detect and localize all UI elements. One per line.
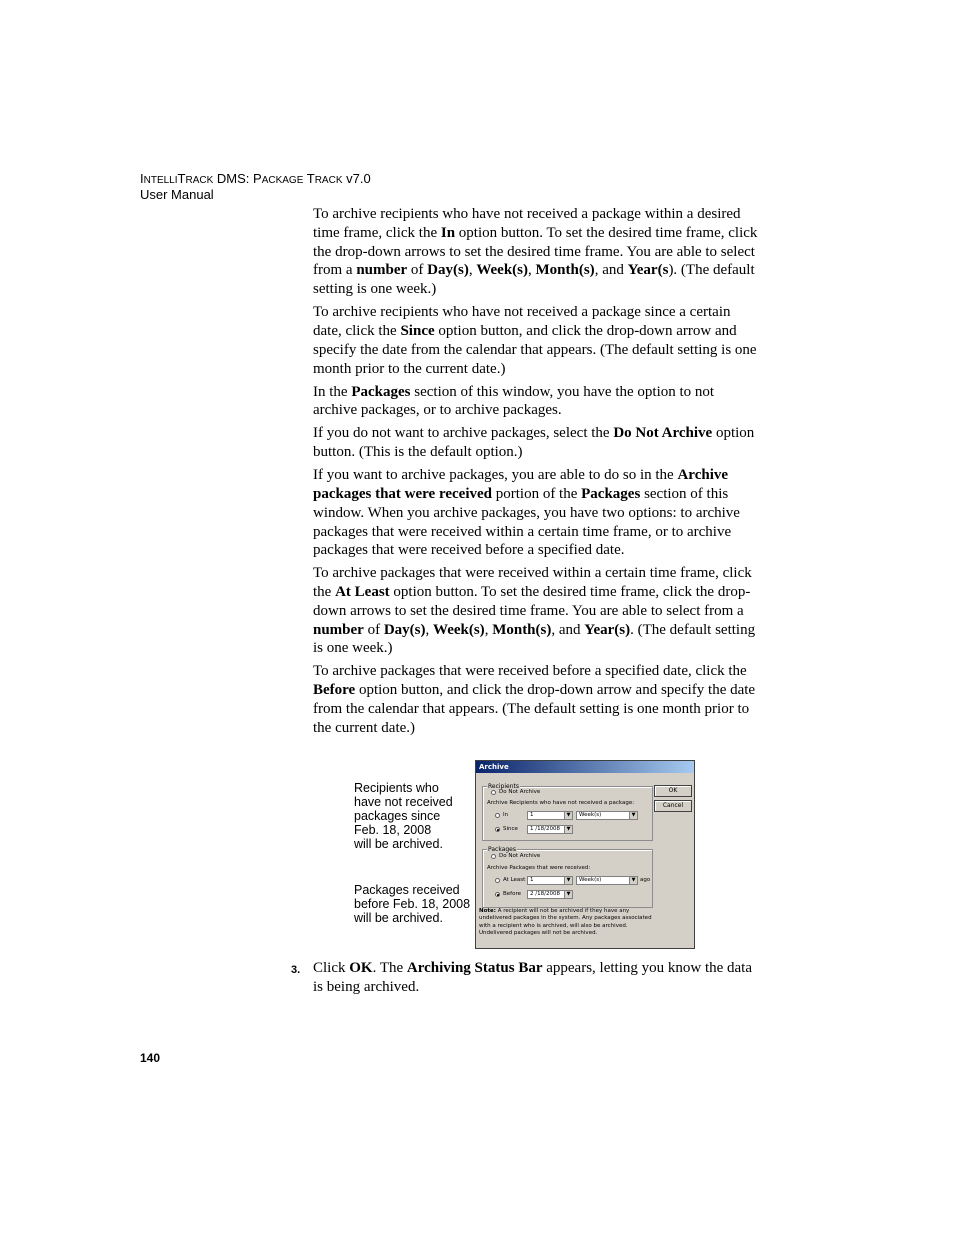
do-not-archive-packages-radio[interactable] bbox=[491, 854, 496, 859]
before-date-select[interactable]: 2 /18/2008 ▼ bbox=[527, 890, 573, 899]
page-number: 140 bbox=[140, 1051, 161, 1065]
dialog-note: Note: A recipient will not be archived if they have any undelivered packages in the system. Any packages associated with a recipient who is archived, will also be archived. Undelivered packages will not be archived. bbox=[479, 908, 652, 937]
before-radio[interactable] bbox=[495, 892, 500, 897]
in-radio[interactable] bbox=[495, 813, 500, 818]
since-date-select[interactable]: 1 /18/2008 ▼ bbox=[527, 825, 573, 834]
do-not-archive-radio[interactable] bbox=[491, 790, 496, 795]
paragraph: If you want to archive packages, you are able to do so in the Archive packages that were received portion of the Packages section of this window. When you archive packages, you have two options: to archive packages that were received within a certain time frame, or to archive packages that were received before a specified date. bbox=[313, 467, 740, 559]
paragraph: To archive packages that were received within a certain time frame, click the At Least option button. To set the desired time frame, click the drop-down arrows to set the desired time frame. You are able to select from a number of Day(s), Week(s), Month(s), and Year(s). (The default setting is one week.) bbox=[313, 565, 756, 657]
paragraph: If you do not want to archive packages, select the Do Not Archive option button. (This is the default option.) bbox=[313, 425, 755, 461]
paragraph: To archive packages that were received before a specified date, click the Before option button, and click the drop-down arrow and specify the date from the calendar that appears. (The default setting is one month prior to the current date.) bbox=[313, 663, 756, 736]
step-text: Click OK. The Archiving Status Bar appears, letting you know the data is being archived. bbox=[313, 960, 753, 995]
paragraph: To archive recipients who have not received a package since a certain date, click the Since option button, and click the drop-down arrow and specify the date from the calendar that appears. (The default setting is one month prior to the current date.) bbox=[313, 304, 757, 377]
in-unit-select[interactable]: Week(s) ▼ bbox=[576, 811, 638, 820]
recipients-group: Recipients Do Not Archive Archive Recipients who have not received a package: In 1 ▼ Week(s) ▼ Since 1 /18/2008 ▼ bbox=[482, 786, 653, 841]
running-header-title: INTELLITRACK DMS: PACKAGE TRACK v7.0 bbox=[140, 171, 371, 186]
body-text bbox=[313, 205, 758, 742]
cancel-button[interactable]: Cancel bbox=[654, 800, 692, 812]
ok-button[interactable]: OK bbox=[654, 785, 692, 797]
dialog-title: Archive bbox=[476, 761, 694, 773]
at-least-number-select[interactable]: 1 ▼ bbox=[527, 876, 573, 885]
since-radio[interactable] bbox=[495, 827, 500, 832]
at-least-radio[interactable] bbox=[495, 878, 500, 883]
paragraph: In the Packages section of this window, you have the option to not archive packages, or to archive packages. bbox=[313, 383, 715, 419]
running-header-subtitle: User Manual bbox=[140, 187, 214, 202]
paragraph: To archive recipients who have not received a package within a desired time frame, click the In option button. To set the desired time frame, click the drop-down arrows to set the desired time frame. You are able to select from a number of Day(s), Week(s), Month(s), and Year(s). (The default setting is one week.) bbox=[313, 206, 758, 298]
at-least-unit-select[interactable]: Week(s) ▼ bbox=[576, 876, 638, 885]
archive-dialog bbox=[475, 760, 695, 949]
step-number: 3. bbox=[291, 964, 301, 976]
packages-group: Packages Do Not Archive Archive Packages that were received: At Least 1 ▼ Week(s) ▼ ago Before 2 /18/2008 ▼ bbox=[482, 849, 653, 908]
in-number-select[interactable]: 1 ▼ bbox=[527, 811, 573, 820]
caption-recipients: Recipients who have not received packages since Feb. 18, 2008 will be archived. bbox=[354, 781, 453, 851]
caption-packages: Packages received before Feb. 18, 2008 will be archived. bbox=[354, 883, 471, 925]
